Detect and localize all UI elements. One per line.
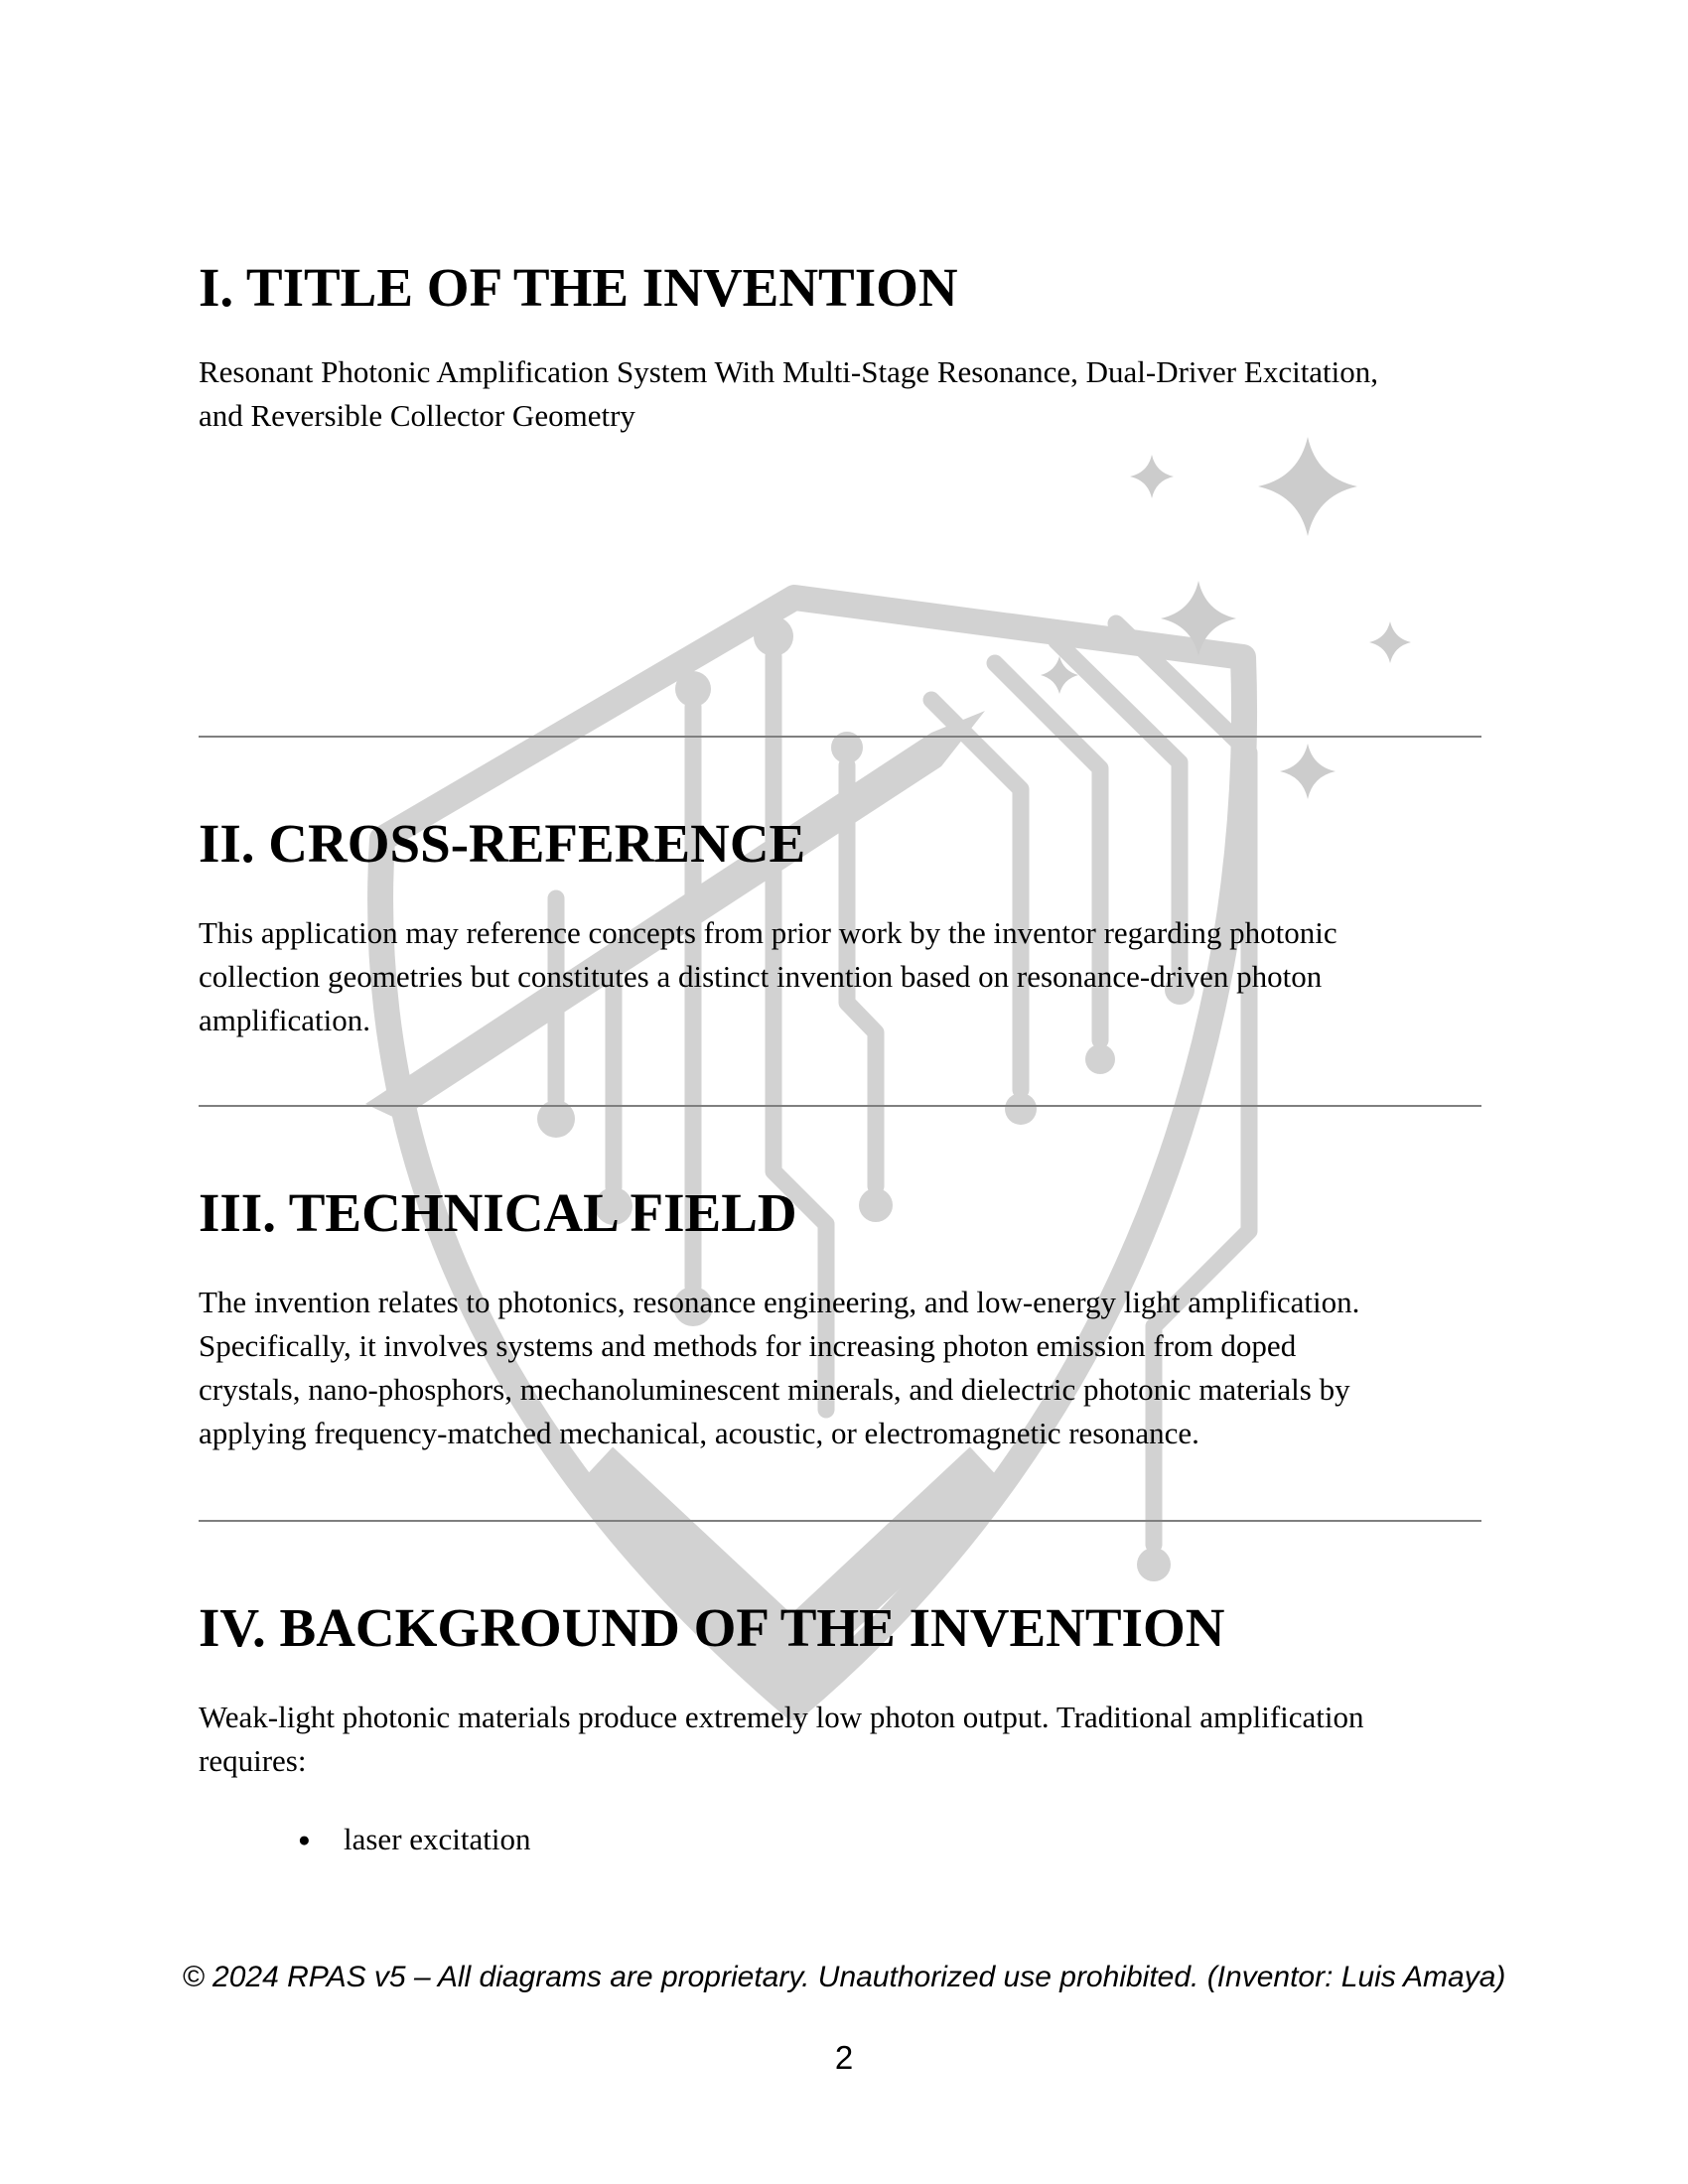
body-line: Weak-light photonic materials produce extremely low photon output. Traditional amplification <box>199 1700 1364 1734</box>
section-body-title-of-invention <box>199 350 1509 438</box>
bullet-list-item <box>199 1818 1489 1861</box>
page-number: 2 <box>834 2039 854 2076</box>
body-line: This application may reference concepts from prior work by the inventor regarding photonic <box>199 915 1337 950</box>
section-body-technical-field <box>199 1281 1509 1455</box>
section-heading-technical-field: III. TECHNICAL FIELD <box>199 1182 797 1243</box>
body-line: amplification. <box>199 1003 371 1037</box>
section-body-background <box>199 1696 1509 1783</box>
horizontal-rule <box>199 1105 1481 1107</box>
body-line: collection geometries but constitutes a distinct invention based on resonance-driven photon <box>199 959 1323 994</box>
body-line: applying frequency-matched mechanical, acoustic, or electromagnetic resonance. <box>199 1416 1199 1450</box>
horizontal-rule <box>199 736 1481 738</box>
bullet-item-text: laser excitation <box>344 1822 531 1856</box>
section-heading-cross-reference: II. CROSS-REFERENCE <box>199 813 806 874</box>
body-line: crystals, nano-phosphors, mechanoluminescent minerals, and dielectric photonic materials by <box>199 1372 1350 1407</box>
section-body-cross-reference <box>199 911 1509 1042</box>
horizontal-rule <box>199 1520 1481 1522</box>
body-line: Resonant Photonic Amplification System With Multi-Stage Resonance, Dual-Driver Excitation, <box>199 354 1379 389</box>
footer-copyright: © 2024 RPAS v5 – All diagrams are proprietary. Unauthorized use prohibited. (Inventor: Luis Amaya) <box>182 1961 1506 1993</box>
body-line: Specifically, it involves systems and methods for increasing photon emission from doped <box>199 1328 1297 1363</box>
body-line: The invention relates to photonics, resonance engineering, and low-energy light amplification. <box>199 1285 1360 1319</box>
body-line: requires: <box>199 1743 307 1778</box>
section-heading-background: IV. BACKGROUND OF THE INVENTION <box>199 1597 1225 1658</box>
section-heading-title-of-invention: I. TITLE OF THE INVENTION <box>199 257 958 318</box>
bullet-marker-icon: ● <box>298 1828 311 1851</box>
body-line: and Reversible Collector Geometry <box>199 398 635 433</box>
